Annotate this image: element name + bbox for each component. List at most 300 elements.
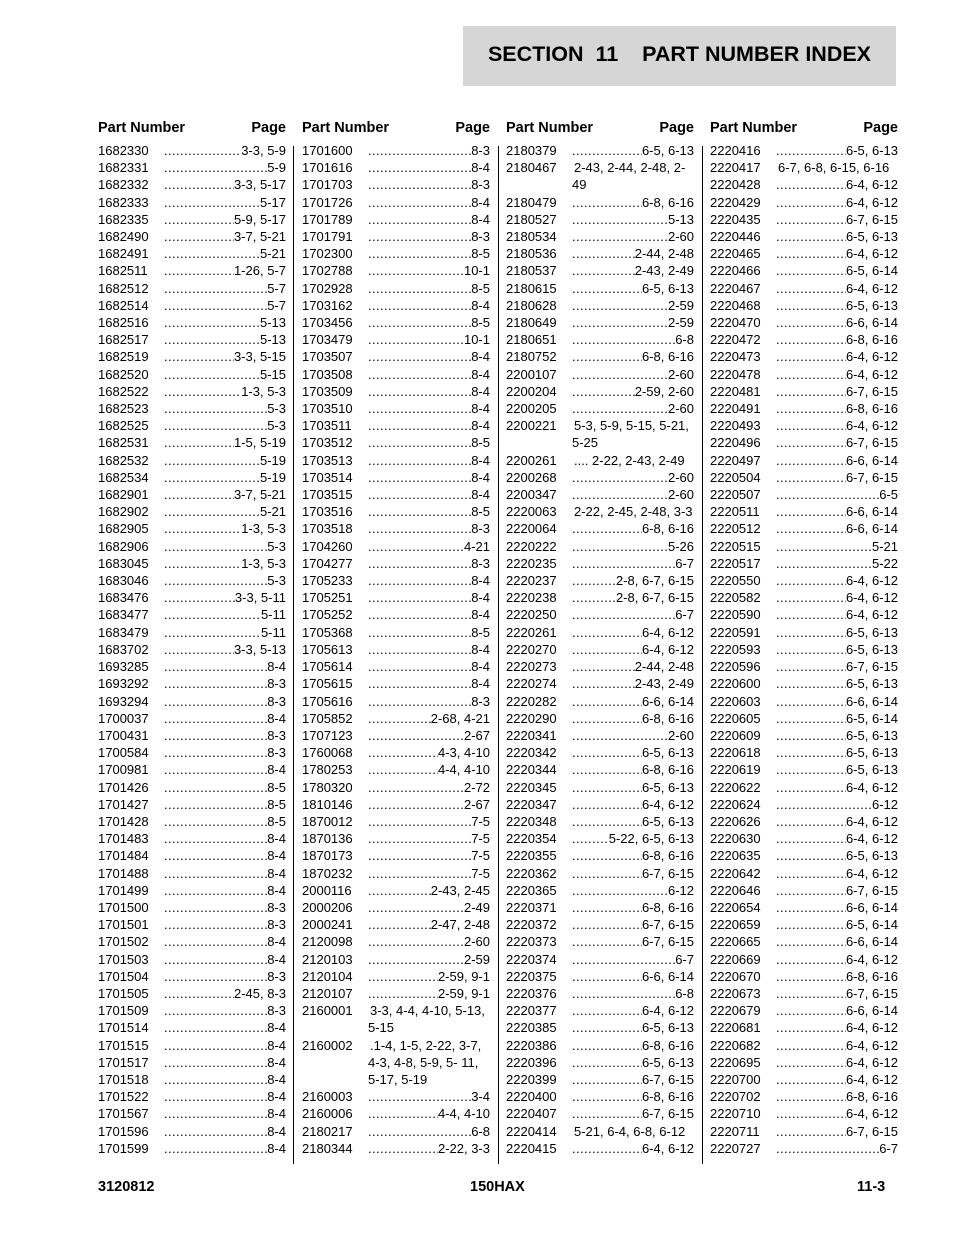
page-reference: 6-8, 6-16 — [845, 968, 898, 984]
dot-leader — [776, 847, 846, 864]
index-entry — [506, 331, 694, 348]
page-reference: 8-4 — [267, 1123, 286, 1139]
dot-leader — [164, 366, 260, 383]
part-number: 1702300 — [302, 246, 353, 262]
dot-leader — [776, 1123, 846, 1140]
page-reference: 6-5, 6-13 — [845, 143, 898, 158]
page-reference: 6-4, 6-12 — [845, 831, 898, 847]
part-number: 1682905 — [98, 521, 149, 537]
page-reference: 5-9, 5-17 — [233, 211, 286, 227]
dot-leader — [368, 865, 471, 882]
dot-leader — [776, 882, 846, 899]
index-entry — [98, 314, 286, 331]
part-number-heading: Part Number — [98, 120, 186, 136]
page-reference: 8-4 — [267, 1071, 286, 1087]
index-entry — [710, 572, 898, 589]
page-reference: 8-3 — [267, 693, 286, 709]
page-reference: 6-7, 6-15 — [641, 934, 694, 950]
dot-leader — [572, 194, 642, 211]
page-reference: 8-4 — [471, 366, 490, 382]
index-entry — [98, 555, 286, 572]
index-entry — [710, 245, 898, 262]
part-number: 1701428 — [98, 813, 149, 829]
part-number: 1682511 — [98, 263, 148, 279]
index-entry — [506, 1140, 694, 1157]
index-entry — [506, 968, 694, 985]
dot-leader — [368, 452, 471, 469]
dot-leader — [368, 1088, 471, 1105]
index-entry — [506, 314, 694, 331]
index-entry — [506, 538, 694, 555]
page-reference: 6-12 — [871, 796, 898, 812]
index-entry — [302, 951, 490, 968]
dot-leader — [776, 675, 846, 692]
index-entry — [710, 383, 898, 400]
page-reference: 6-4, 6-12 — [845, 177, 898, 193]
index-entry — [506, 297, 694, 314]
part-number: 1703510 — [302, 401, 353, 417]
page-reference: 8-3 — [267, 727, 286, 743]
page-reference: 4-3, 4-10 — [437, 745, 490, 761]
page-reference: 8-4 — [471, 607, 490, 623]
part-number: 2220362 — [506, 865, 557, 881]
part-number: 1703515 — [302, 487, 353, 503]
index-entry — [98, 159, 286, 176]
page-reference: 6-4, 6-12 — [845, 246, 898, 262]
index-entry — [302, 710, 490, 727]
index-entry — [302, 176, 490, 193]
page-reference: .... 2-22, 2-43, 2-49 — [574, 452, 685, 468]
dot-leader — [572, 658, 635, 675]
part-number: 1703511 — [302, 418, 352, 434]
index-entry — [98, 1105, 286, 1122]
dot-leader — [164, 727, 267, 744]
index-entry — [506, 658, 694, 675]
index-entry — [98, 968, 286, 985]
part-number: 2220609 — [710, 727, 761, 743]
dot-leader — [164, 606, 261, 623]
page-reference: 6-4, 6-12 — [845, 951, 898, 967]
index-entry — [506, 865, 694, 882]
dot-leader — [368, 985, 438, 1002]
part-number: 2220619 — [710, 762, 761, 778]
index-entry — [506, 572, 694, 589]
page-reference: 8-4 — [267, 1106, 286, 1122]
page-reference: 8-4 — [471, 590, 490, 606]
index-entry — [506, 159, 694, 193]
page-reference: 8-3 — [471, 555, 490, 571]
dot-leader — [572, 1071, 642, 1088]
index-entry — [506, 761, 694, 778]
part-number: 2220282 — [506, 693, 557, 709]
index-entry — [506, 1054, 694, 1071]
dot-leader — [368, 211, 471, 228]
dot-leader — [776, 1088, 846, 1105]
dot-leader — [776, 1071, 846, 1088]
dot-leader — [368, 503, 471, 520]
page-reference: 6-7, 6-15 — [845, 435, 898, 451]
page-reference: 1-26, 5-7 — [233, 263, 286, 279]
dot-leader — [776, 1019, 846, 1036]
index-entry — [710, 434, 898, 451]
index-entry — [710, 469, 898, 486]
page-reference: 2-72 — [463, 779, 490, 795]
page-reference: 6-7, 6-8, 6-15, 6-16 — [778, 160, 890, 176]
part-number: 2220591 — [710, 624, 761, 640]
index-entry — [506, 624, 694, 641]
page-reference: 6-5, 6-13 — [845, 676, 898, 692]
page-reference: 6-6, 6-14 — [845, 315, 898, 331]
index-entry — [506, 847, 694, 864]
index-entry — [710, 331, 898, 348]
part-number: 2220624 — [710, 796, 761, 812]
index-entry — [506, 348, 694, 365]
dot-leader — [572, 968, 642, 985]
page-reference: 6-6, 6-14 — [641, 968, 694, 984]
dot-leader — [776, 572, 846, 589]
page-reference: 7-5 — [471, 848, 490, 864]
page-reference: 6-4, 6-12 — [845, 590, 898, 606]
part-number: 1701502 — [98, 934, 149, 950]
part-number: 2180536 — [506, 246, 557, 262]
index-entry — [98, 830, 286, 847]
index-entry — [302, 744, 490, 761]
index-entry — [710, 400, 898, 417]
index-entry — [302, 245, 490, 262]
part-number: 1703508 — [302, 366, 353, 382]
index-entry — [98, 400, 286, 417]
index-column-2 — [302, 118, 490, 1157]
index-entry — [98, 1054, 286, 1071]
index-entry — [710, 486, 898, 503]
part-number: 1683479 — [98, 624, 149, 640]
part-number: 2180527 — [506, 211, 557, 227]
part-number: 2220377 — [506, 1003, 557, 1019]
page-reference: 8-4 — [471, 641, 490, 657]
part-number: 2220550 — [710, 573, 761, 589]
index-entry — [98, 606, 286, 623]
dot-leader — [368, 280, 471, 297]
dot-leader — [368, 606, 471, 623]
page-reference: 8-3 — [267, 745, 286, 761]
part-number: 1701500 — [98, 899, 149, 915]
part-number: 2000241 — [302, 917, 353, 933]
index-entry — [710, 1054, 898, 1071]
part-number: 1704260 — [302, 538, 353, 554]
dot-leader — [368, 142, 471, 159]
page-reference: 2-59 — [463, 951, 490, 967]
page-reference: 5-21, 6-4, 6-8, 6-12 — [574, 1123, 686, 1139]
part-number: 2220497 — [710, 452, 761, 468]
page-reference: 6-5, 6-13 — [845, 762, 898, 778]
part-number: 1682519 — [98, 349, 149, 365]
part-number: 1701599 — [98, 1140, 149, 1156]
index-entry — [98, 520, 286, 537]
dot-leader — [368, 297, 471, 314]
index-entry — [710, 1019, 898, 1036]
dot-leader — [776, 434, 846, 451]
index-entry — [710, 641, 898, 658]
index-entry — [98, 503, 286, 520]
section-header — [463, 26, 896, 86]
page-reference: 8-5 — [471, 246, 490, 262]
page-reference: 8-4 — [471, 211, 490, 227]
index-entry — [710, 589, 898, 606]
page-reference: 6-5, 6-13 — [845, 745, 898, 761]
page-reference: 2-59, 9-1 — [437, 985, 490, 1001]
page-reference: 6-7 — [675, 951, 694, 967]
page-reference: 3-3, 5-15 — [233, 349, 286, 365]
index-entry — [302, 314, 490, 331]
dot-leader — [164, 968, 267, 985]
index-entry — [710, 951, 898, 968]
page-reference: 1-3, 5-3 — [241, 521, 286, 537]
part-number: 2220415 — [506, 1140, 557, 1156]
dot-leader — [572, 1054, 642, 1071]
part-number: 2180752 — [506, 349, 557, 365]
page-reference: 8-5 — [267, 813, 286, 829]
part-number: 2220695 — [710, 1054, 761, 1070]
dot-leader — [572, 1037, 642, 1054]
index-entry — [710, 503, 898, 520]
dot-leader — [164, 1037, 267, 1054]
index-entry — [506, 417, 694, 451]
index-entry — [302, 331, 490, 348]
part-number: 1682534 — [98, 469, 149, 485]
index-entry — [710, 1071, 898, 1088]
page-reference: 5-21 — [871, 538, 898, 554]
page-reference: 8-4 — [267, 1054, 286, 1070]
part-number: 2220472 — [710, 332, 761, 348]
page-reference: 8-4 — [471, 452, 490, 468]
page-reference: 2-59 — [667, 297, 694, 313]
dot-leader — [164, 813, 267, 830]
part-number: 2220511 — [710, 504, 760, 520]
dot-leader — [572, 847, 642, 864]
part-number: 2220407 — [506, 1106, 557, 1122]
index-entry — [506, 400, 694, 417]
index-entry — [710, 142, 898, 159]
part-number: 2220435 — [710, 211, 761, 227]
dot-leader — [368, 348, 471, 365]
dot-leader — [368, 245, 471, 262]
index-entry — [710, 348, 898, 365]
part-number: 1702928 — [302, 280, 353, 296]
page-reference: 6-8, 6-16 — [641, 349, 694, 365]
dot-leader — [776, 933, 846, 950]
part-number: 2220673 — [710, 985, 761, 1001]
index-entry — [506, 1123, 694, 1140]
dot-leader — [776, 452, 846, 469]
dot-leader — [572, 882, 668, 899]
dot-leader — [776, 951, 846, 968]
part-number: 2220700 — [710, 1071, 761, 1087]
index-entry — [302, 796, 490, 813]
part-number: 2220290 — [506, 710, 557, 726]
part-number: 2220376 — [506, 985, 557, 1001]
part-number: 1682331 — [98, 160, 149, 176]
index-entry — [98, 211, 286, 228]
page-reference: 6-4, 6-12 — [845, 573, 898, 589]
part-number: 2220417 — [710, 160, 761, 176]
dot-leader — [368, 727, 464, 744]
part-number: 1870232 — [302, 865, 353, 881]
index-entry — [98, 366, 286, 383]
dot-leader — [164, 555, 241, 572]
dot-leader — [776, 830, 846, 847]
index-entry — [710, 985, 898, 1002]
dot-leader — [164, 383, 241, 400]
page-reference: 8-4 — [471, 469, 490, 485]
part-number: 2200205 — [506, 401, 557, 417]
part-number: 1870173 — [302, 848, 353, 864]
index-entry — [98, 951, 286, 968]
part-number: 2160002 — [302, 1037, 353, 1053]
index-entry — [98, 847, 286, 864]
index-entry — [710, 606, 898, 623]
dot-leader — [164, 830, 267, 847]
index-entry — [302, 280, 490, 297]
dot-leader — [368, 366, 471, 383]
page-reference: 6-4, 6-12 — [845, 1037, 898, 1053]
page-reference: 6-7 — [675, 555, 694, 571]
index-entry — [302, 262, 490, 279]
dot-leader — [368, 589, 471, 606]
index-entry — [98, 452, 286, 469]
index-entry — [506, 727, 694, 744]
page-reference: 6-4, 6-12 — [845, 194, 898, 210]
index-entry — [302, 779, 490, 796]
dot-leader — [572, 1105, 642, 1122]
page-reference: 10-1 — [463, 263, 490, 279]
dot-leader — [368, 555, 471, 572]
page-reference: 6-7, 6-15 — [845, 211, 898, 227]
index-entry — [506, 899, 694, 916]
dot-leader — [164, 1019, 267, 1036]
index-entry — [98, 710, 286, 727]
dot-leader — [164, 1140, 267, 1157]
footer-model: 150HAX — [470, 1179, 525, 1195]
page-reference: 1-5, 5-19 — [233, 435, 286, 451]
part-number: 1701514 — [98, 1020, 149, 1036]
dot-leader — [164, 675, 267, 692]
dot-leader — [368, 761, 438, 778]
part-number: 1704277 — [302, 555, 353, 571]
part-number: 2220270 — [506, 641, 557, 657]
index-entry — [506, 1088, 694, 1105]
page-reference: 6-4, 6-12 — [845, 865, 898, 881]
part-number: 2220354 — [506, 831, 557, 847]
index-entry — [710, 933, 898, 950]
part-number: 1705852 — [302, 710, 353, 726]
dot-leader — [776, 194, 846, 211]
index-entry — [710, 968, 898, 985]
page-reference: 6-4, 6-12 — [845, 366, 898, 382]
index-entry — [506, 675, 694, 692]
page-reference: 8-4 — [267, 831, 286, 847]
dot-leader — [164, 331, 260, 348]
page-reference: 8-4 — [267, 1140, 286, 1156]
index-entry — [302, 417, 490, 434]
dot-leader — [776, 348, 846, 365]
page-reference: 6-4, 6-12 — [845, 813, 898, 829]
page-reference: 6-6, 6-14 — [845, 1003, 898, 1019]
dot-leader — [776, 142, 846, 159]
page-reference: 8-4 — [471, 383, 490, 399]
dot-leader — [368, 796, 464, 813]
part-number: 2220371 — [506, 899, 557, 915]
dot-leader — [368, 693, 471, 710]
index-entry — [302, 452, 490, 469]
part-number: 1693294 — [98, 693, 149, 709]
part-number: 1701509 — [98, 1003, 149, 1019]
part-number: 1701567 — [98, 1106, 149, 1122]
dot-leader — [368, 675, 471, 692]
part-number: 1701426 — [98, 779, 149, 795]
index-entry — [710, 693, 898, 710]
part-number: 2220618 — [710, 745, 761, 761]
index-entry — [506, 693, 694, 710]
dot-leader — [776, 606, 846, 623]
page-reference: 6-12 — [667, 882, 694, 898]
page-reference: 8-5 — [471, 280, 490, 296]
part-number: 2220416 — [710, 143, 761, 158]
page-reference: 5-7 — [267, 280, 286, 296]
part-number: 1682332 — [98, 177, 149, 193]
part-number: 1682517 — [98, 332, 149, 348]
dot-leader — [164, 228, 234, 245]
dot-leader — [776, 555, 872, 572]
index-entry — [710, 1002, 898, 1019]
part-number: 1682902 — [98, 504, 149, 520]
index-entry — [506, 779, 694, 796]
page-reference: 8-3 — [267, 899, 286, 915]
part-number: 2220374 — [506, 951, 557, 967]
page-reference: 6-5, 6-13 — [641, 280, 694, 296]
part-number: 2180651 — [506, 332, 557, 348]
index-entry — [302, 813, 490, 830]
index-entry — [98, 727, 286, 744]
dot-leader — [572, 641, 642, 658]
page-reference: 6-6, 6-14 — [845, 521, 898, 537]
index-entry — [506, 228, 694, 245]
page-reference: 6-5 — [879, 487, 898, 503]
part-number: 1682906 — [98, 538, 149, 554]
page-reference: 6-7, 6-15 — [845, 1123, 898, 1139]
page-reference: 6-8, 6-16 — [641, 899, 694, 915]
part-number: 2220603 — [710, 693, 761, 709]
dot-leader — [572, 1019, 642, 1036]
dot-leader — [368, 572, 471, 589]
part-number: 2220373 — [506, 934, 557, 950]
part-number: 2220654 — [710, 899, 761, 915]
part-number: 2180534 — [506, 229, 557, 245]
page-reference: 6-7, 6-15 — [641, 1071, 694, 1087]
dot-leader — [164, 486, 234, 503]
index-entry — [302, 606, 490, 623]
part-number: 1682490 — [98, 229, 149, 245]
index-entry — [506, 813, 694, 830]
part-number: 1701427 — [98, 796, 149, 812]
page-reference: 7-5 — [471, 865, 490, 881]
part-number: 1701518 — [98, 1071, 149, 1087]
dot-leader — [572, 520, 642, 537]
part-number: 1760068 — [302, 745, 353, 761]
index-entry — [98, 916, 286, 933]
part-number-heading: Part Number — [506, 120, 594, 136]
dot-leader — [776, 796, 872, 813]
index-entry — [506, 211, 694, 228]
